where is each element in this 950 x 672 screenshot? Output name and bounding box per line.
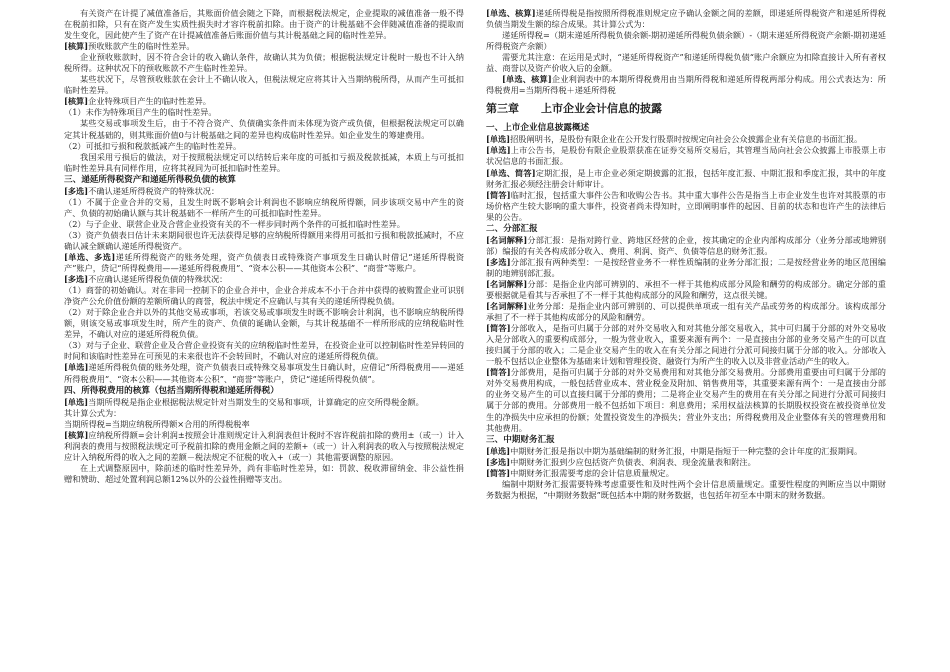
question-type-label: [多选] (486, 456, 511, 467)
paragraph (64, 96, 464, 107)
question-type-label: [核算] (64, 96, 89, 107)
paragraph (64, 285, 464, 307)
question-type-label: [简答] (486, 189, 511, 200)
paragraph (486, 479, 886, 501)
right-column (486, 8, 886, 501)
chapter-title: 上市企业会计信息的披露 (541, 102, 662, 116)
paragraph (64, 408, 464, 419)
paragraph-text: 中期财务汇报是指以中期为基础编制的财务汇报，中期是指短于一种完整的会计年度的汇报期间。 (510, 445, 863, 456)
question-type-label: [单选] (64, 362, 89, 373)
paragraph (64, 419, 464, 430)
question-type-label: [多选] (64, 274, 89, 285)
paragraph (486, 323, 886, 367)
paragraph-text: 临时汇报，包括重大事件公告和收购公告书。其中重大事件公告是指当上市企业发生也许对其股票的市场价格产生较大影响的重大事件，投资者尚未得知时，立即阐明事件的起因、目前的状态和也许产生的法律后果的公告。 (486, 189, 886, 222)
paragraph-text: 不确认递延所得税资产的特殊状况： (88, 185, 220, 196)
paragraph (486, 74, 886, 96)
paragraph-text: （2）可抵扣亏损和税款抵减产生的临时性差异。 (64, 140, 242, 151)
paragraph (486, 279, 886, 301)
question-type-label: [简答] (486, 467, 511, 478)
paragraph-text: 其计算公式为： (64, 407, 122, 418)
question-type-label: [单选、简答] (486, 167, 536, 178)
question-type-label: [单选、核算] (502, 74, 552, 85)
paragraph-text: 招股阐明书，是股份有限企业在公开发行股票时按规定向社会公众披露企业有关信息的书面汇报。 (510, 134, 863, 145)
paragraph-text: 预收账款产生的临时性差异。 (88, 41, 195, 52)
paragraph (64, 397, 464, 408)
paragraph-text: 我国采用亏损后的做法，对于按照税法规定可以结转后来年度的可抵扣亏损及税款抵减，本质上与可抵扣临时性差异具有同样作用，应将其视同为可抵扣临时性差异。 (64, 151, 464, 173)
paragraph-text: （2）对于除企业合并以外的其他交易或事项，若该交易或事项发生时既不影响会计利润，也不影响应纳税所得额，则该交易或事项发生时，所产生的资产、负债的诞确认金额，与其计税基础不一样所形成的应纳税临时性差异，不确认对应的递延所得税负债。 (64, 307, 464, 340)
paragraph-text: 递延所得税资产的账务处理，资产负债表日或特殊资产事项发生日确认时借记“递延所得税资产”账户，贷记“所得税费用——递延所得税费用”、“资本公积——其他资本公积”、“商誉”等账户。 (64, 251, 465, 274)
paragraph (64, 219, 464, 230)
paragraph (486, 257, 886, 279)
paragraph-text: （1）商誉的初始确认。对在非同一控制下的企业合并中，企业合并成本不小于合并中获得的被购置企业可识别净资产公允价值份额的差额所确认的商誉，税法中规定不应确认与其有关的递延所得税负债。 (64, 285, 464, 307)
paragraph (64, 307, 464, 340)
paragraph-text: 中期财务汇报需要考虑的会计信息质量规定。 (510, 467, 674, 478)
question-type-label: [单选] (486, 134, 511, 145)
paragraph (486, 468, 886, 479)
paragraph-text: 分部：是指企业内部可辨别的、承担不一样于其他构成部分风险和酬劳的构成部分。确定分部的重要根据就是看其与否承担了不一样于其他构成部分的风险和酬劳，这点很关键。 (486, 278, 886, 300)
paragraph-text: 定期汇报，是上市企业必须定期披露的汇报，包括年度汇报、中期汇报和季度汇报，其中的年度财务汇报必须经注册会计师审计。 (486, 167, 886, 189)
question-type-label: [单选] (486, 445, 511, 456)
paragraph-text: 编制中期财务汇报需要特殊考虑重要性和及时性两个会计信息质量规定。重要性程度的判断应当以中期财务数据为根据，“中期财务数据”既包括本中期的财务数据，也包括年初至本中期末的财务数据。 (486, 478, 886, 500)
paragraph (486, 30, 886, 52)
paragraph-text: 当期所得税=当期应纳税所得额×合用的所得税税率 (64, 418, 250, 429)
section-heading: 三、递延所得税资产和递延所得税负债的核算 (64, 174, 236, 185)
question-type-label: [单选、多选] (64, 251, 116, 262)
paragraph (486, 145, 886, 167)
question-type-label: [名词解释] (486, 234, 528, 245)
left-column (64, 8, 464, 485)
chapter-heading (486, 102, 886, 116)
paragraph (486, 367, 886, 433)
paragraph-text: 分部汇报有两种类型：一是按经营业务不一样性质编制的业务分部汇报；二是按经营业务的地区范围编制的地辨别部汇报。 (486, 256, 886, 278)
question-type-label: [单选] (486, 145, 511, 156)
paragraph-text: 某些状况下，尽管预收账款在会计上不确认收入，但税法规定应将其计入当期纳税所得，从而产生可抵扣临时性差异。 (64, 74, 464, 96)
question-type-label: [核算] (64, 41, 89, 52)
section-heading: 一、上市企业信息披露概述 (486, 123, 590, 134)
paragraph-text: 企业利润表中的本期所得税费用由当期所得税和递延所得税两部分构成。用公式表达为：所得税费用=当期所得税＋递延所得税 (486, 74, 886, 96)
paragraph (64, 252, 464, 274)
paragraph (486, 168, 886, 190)
section-heading: 四、所得税费用的核算（包括当期所得税和递延所得税） (64, 385, 279, 396)
question-type-label: [多选] (486, 256, 511, 267)
paragraph-text: （1）不属于企业合并的交易，且发生时既不影响会计利润也不影响应纳税所得额，同步该项交易中产生的资产、负债的初始确认额与其计税基础不一样所产生的可抵扣临时性差异。 (64, 196, 464, 218)
paragraph (64, 362, 464, 384)
paragraph-text: 需要尤其注意：在运用是式时，“递延所得税资产”和递延所得税负债“账户余额应为扣除直接计入所有者权益、商誉以及资产价收入后的金额。 (486, 52, 886, 74)
paragraph (486, 52, 886, 74)
paragraph-text: 企业预收账款时，因不符合会计的收入确认条件，故确认其为负债；根据税法规定计税时一般也不计入纳税所得。这种状况下的预收账款不产生临时性差异。 (64, 52, 464, 74)
paragraph-text: 应纳税所得额=会计利润±按照会计准则规定计入利润表但计税时不容许税前扣除的费用±（或一）计入利润表的费用与按照税法规定可予税前扣除的费用金额之间的差额+（或一）计入利润表的收入与按照税法规定应计入纳税所得的收入之间的差额－税法规定不征税的收入+（或一）其他需要调整的原因。 (64, 429, 464, 462)
question-type-label: [单选] (64, 396, 89, 407)
paragraph (64, 197, 464, 219)
paragraph-text: 业务分部：是指企业内部可辨别的、可以提供单项或一组有关产品或劳务的构成部分。该构成部分承担了不一样于其他构成部分的风险和酬劳。 (486, 301, 886, 323)
paragraph (486, 190, 886, 223)
paragraph-text: 分部汇报：是指对跨行业、跨地区经营的企业，按其确定的企业内部构成部分（业务分部或地辨别部）编报的有关各构成部分收入、费用、利润、资产、负债等信息的财务汇报。 (486, 234, 886, 256)
paragraph (64, 340, 464, 362)
question-type-label: [名词解释] (486, 301, 528, 312)
paragraph (64, 230, 464, 252)
paragraph-text: 企业特殊项目产生的临时性差异。 (88, 96, 211, 107)
paragraph-text: 递延所得税=（期末递延所得税负债余额-期初递延所得税负债余额）-（期末递延所得税资产余额-期初递延所得税资产余额） (486, 30, 886, 52)
paragraph (486, 235, 886, 257)
chapter-number: 第三章 (486, 102, 519, 116)
section-heading: 三、中期财务汇报 (486, 434, 555, 445)
paragraph (64, 463, 464, 485)
paragraph-text: 递延所得税是指按照所得税准则规定应予确认金额之间的差额，即递延所得税资产和递延所得税负债当期发生额的综合成果。其计算公式为： (486, 8, 886, 30)
question-type-label: [简答] (486, 323, 511, 334)
question-type-label: [多选] (64, 185, 89, 196)
paragraph-text: 分部收入，是指可归属于分部的对外交易收入和对其他分部交易收入，其中可归属于分部的对外交易收入是分部收入的重要构成部分，一般为营业收入，重要来源有两个：一是直接由分部的业务交易产生的可以直接归属于分部的收入；二是企业交易产生的收入在有关分部之间进行分派可间接归属于分部的收入。分部收入一般不包括以企业整体为基础来计划和管理投资、融资行为所产生的收入以及非营业活动产生的收入。 (486, 323, 886, 367)
paragraph (64, 274, 464, 285)
paragraph-text: 中期财务汇报到少应包括资产负债表、利润表、现金流量表和附注。 (510, 456, 756, 467)
paragraph (64, 74, 464, 96)
paragraph-text: （2）与子企业、联营企业及合营企业投资有关的不一样步同时两个条件的可抵扣临时性差异。 (64, 218, 405, 229)
paragraph (64, 141, 464, 152)
paragraph-text: （3）对与子企业、联营企业及合营企业投资有关的应纳税临时性差异，在投资企业可以控制临时性差异转回的时间和该临时性差异在可预见的未来很也许不会转回时，不确认对应的递延所得税负债。 (64, 340, 464, 362)
paragraph-text: （1）未作为特殊项目产生的临时性差异。 (64, 107, 217, 118)
paragraph-text: 有关资产在计提了减值准备后，其账面价值会随之下降，而根据税法规定，企业提取的减值准备一般不得在税前扣除，只有在资产发生实质性损失时才容许税前扣除。由于资产的计税基础不会伴随减值准备的提取而发生变化，因此使产生了资产在计提减值准备后账面价值与其计税基础之间的临时性差异。 (64, 8, 464, 41)
paragraph-text: （3）资产负债表日估计未来期间很也许无法获得足够的应纳税所得额用来得用可抵扣亏损和税款抵减时，不应确认减全额确认递延所得税资产。 (64, 229, 464, 251)
section-heading: 二、分部汇报 (486, 223, 538, 234)
paragraph (486, 301, 886, 323)
paragraph (64, 430, 464, 463)
paragraph-text: 某些交易或事项发生后，由于不符合资产、负债确实条件而未体现为资产或负债，但根据税法规定可以确定其计税基础的，则其账面价值0与计税基础之间的差异也构成临时性差异。如企业发生的筹建费用。 (64, 118, 464, 140)
paragraph (64, 41, 464, 52)
paragraph-text: 不应确认递延所得税负债的特殊状况： (88, 274, 228, 285)
paragraph (486, 8, 886, 30)
paragraph-text: 分部费用，是指可归属于分部的对外交易费用和对其他分部交易费用。分部费用重要由可归属于分部的对外交易费用构成，一般包括营业成本、营业税金及附加、销售费用等，其重要来源有两个：一是直接由分部的业务交易产生的可以直接归属于分部的费用；二是将企业交易产生的费用在有关分部之间进行分派可间接归属于分部的费用。分部费用一般不包括如下项目：利息费用；采用权益法核算的长期股权投资在被投资单位发生的净损失中应承担的份额；处置投资发生的净损失；营业外支出；所得税费用及企业整体有关的管理费用和其他费用。 (486, 367, 886, 433)
paragraph-text: 上市公告书，是股份有限企业股票获准在证券交易所交易后，其管理当局向社会公众披露上市股票上市状况信息的书面汇报。 (486, 145, 886, 167)
paragraph-text: 当期所得税是指企业根据税法规定针对当期发生的交易和事项，计算确定的应交所得税金额。 (88, 396, 424, 407)
paragraph (64, 186, 464, 197)
paragraph (486, 134, 886, 145)
paragraph (64, 152, 464, 174)
paragraph (64, 8, 464, 41)
question-type-label: [名词解释] (486, 278, 528, 289)
paragraph-text: 递延所得税负债的账务处理，资产负债表日或特殊交易事项发生日确认时，应借记“所得税费用——递延所得税费用”、“资本公积——其他资本公积”、“商誉”等账户，贷记“递延所得税负债”。 (64, 362, 464, 384)
question-type-label: [核算] (64, 429, 89, 440)
question-type-label: [单选、核算] (486, 8, 536, 18)
paragraph (486, 446, 886, 457)
paragraph (64, 107, 464, 118)
paragraph (64, 52, 464, 74)
paragraph (486, 457, 886, 468)
paragraph-text: 在上式调整原因中，除前述的临时性差异外，尚有非临时性差异，如：罚款、税收滞留纳金、非公益性捐赠和赞助、超过处置利润总额12%以外的公益性捐赠等支出。 (64, 462, 464, 484)
paragraph (64, 118, 464, 140)
question-type-label: [简答] (486, 367, 511, 378)
